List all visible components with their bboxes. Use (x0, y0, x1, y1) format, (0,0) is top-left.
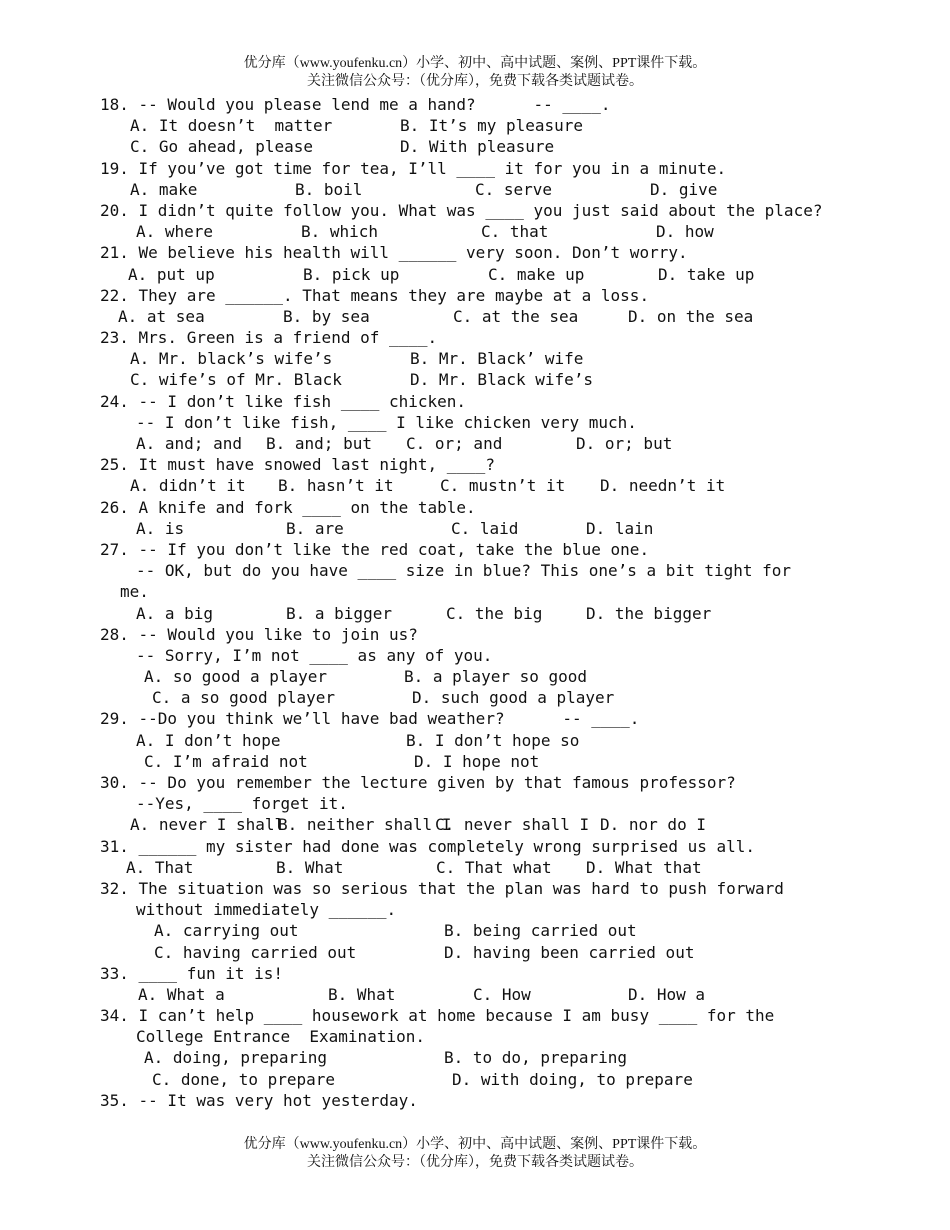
question-number: 35. (100, 1090, 139, 1110)
question-number: 27. (100, 539, 139, 559)
answer-option[interactable]: D. With pleasure (400, 137, 555, 157)
question-item (100, 285, 920, 327)
question-text: Mrs. Green is a friend of ____. (138, 328, 438, 348)
question-number: 21. (100, 243, 139, 263)
options-row (100, 518, 920, 539)
question-text: ____ fun it is! (138, 963, 284, 983)
answer-option[interactable]: B. are (286, 518, 344, 538)
question-number: 23. (100, 328, 139, 348)
answer-option[interactable]: D. having been carried out (444, 942, 695, 962)
question-number: 30. (100, 773, 139, 792)
answer-option[interactable]: C. serve (475, 179, 553, 199)
answer-option[interactable]: A. doing, preparing (144, 1048, 328, 1068)
question-stem (100, 497, 920, 518)
answer-option[interactable]: B. neither shall I (278, 815, 452, 835)
question-item (100, 878, 920, 963)
question-text: -- It was very hot yesterday. (138, 1090, 418, 1110)
question-stem (100, 772, 920, 793)
question-item (100, 391, 920, 455)
options-row (100, 751, 920, 772)
answer-option[interactable]: D. needn’t it (600, 476, 726, 496)
answer-option[interactable]: A. never I shall (130, 815, 285, 835)
answer-option[interactable]: D. with doing, to prepare (452, 1069, 693, 1089)
question-stem (100, 200, 920, 221)
answer-option[interactable]: A. didn’t it (130, 476, 246, 496)
question-text: -- If you don’t like the red coat, take the blue one. (138, 539, 650, 559)
answer-option[interactable]: D. on the sea (628, 306, 754, 326)
question-item (100, 327, 920, 391)
question-text: The situation was so serious that the plan was hard to push forward (138, 878, 784, 898)
answer-option[interactable]: B. which (301, 222, 379, 242)
answer-option[interactable]: C. mustn’t it (440, 476, 566, 496)
answer-option[interactable]: A. a big (136, 603, 214, 623)
answer-option[interactable]: C. make up (488, 264, 585, 284)
question-stem-continued (100, 1026, 920, 1047)
answer-option[interactable]: A. make (130, 179, 198, 199)
options-row (100, 814, 920, 835)
question-text: --Do you think we’ll have bad weather? -- ____. (138, 709, 640, 729)
page-header (0, 55, 950, 91)
header-line-1: 优分库（www.youfenku.cn）小学、初中、高中试题、案例、PPT课件下载。 (243, 56, 707, 71)
question-text: ______ my sister had done was completely wrong surprised us all. (138, 836, 756, 856)
page-footer (0, 1136, 950, 1172)
answer-option[interactable]: C. never shall I (435, 815, 590, 835)
options-row (100, 730, 920, 751)
answer-option[interactable]: C. that (481, 222, 549, 242)
question-text: me. (120, 582, 149, 602)
answer-option[interactable]: A. where (136, 222, 214, 242)
options-row (100, 348, 920, 369)
question-number: 28. (100, 624, 139, 644)
answer-option[interactable]: A. That (126, 857, 194, 877)
options-row (100, 115, 920, 136)
question-stem-continued (100, 793, 920, 814)
question-stem-continued (100, 899, 920, 920)
question-text: -- OK, but do you have ____ size in blue? This one’s a bit tight for (136, 561, 792, 581)
question-text: A knife and fork ____ on the table. (138, 497, 476, 517)
answer-option[interactable]: B. I don’t hope so (406, 730, 580, 750)
question-number: 19. (100, 158, 139, 178)
question-stem (100, 1090, 920, 1111)
answer-option[interactable]: A. so good a player (144, 667, 328, 687)
question-number: 29. (100, 709, 139, 729)
question-item (100, 963, 920, 1005)
question-item (100, 158, 920, 200)
question-item (100, 454, 920, 496)
answer-option[interactable]: A. and; and (136, 434, 242, 453)
answer-option[interactable]: B. a bigger (286, 603, 392, 623)
answer-option[interactable]: B. by sea (283, 306, 370, 326)
answer-option[interactable]: B. being carried out (444, 921, 637, 941)
options-row (100, 920, 920, 941)
options-row (100, 369, 920, 390)
header-line-2: 关注微信公众号：（优分库），免费下载各类试题试卷。 (307, 74, 643, 89)
answer-option[interactable]: D. take up (658, 264, 755, 284)
answer-option[interactable]: B. and; but (266, 434, 372, 453)
question-text: If you’ve got time for tea, I’ll ____ it for you in a minute. (138, 158, 727, 178)
question-text: It must have snowed last night, ____? (138, 455, 495, 475)
question-item (100, 539, 920, 624)
answer-option[interactable]: A. Mr. black’s wife’s (130, 349, 333, 369)
question-stem (100, 539, 920, 560)
answer-option[interactable]: C. having carried out (154, 942, 357, 962)
answer-option[interactable]: D. Mr. Black wife’s (410, 370, 594, 390)
footer-line-2: 关注微信公众号：（优分库），免费下载各类试题试卷。 (307, 1155, 643, 1170)
answer-option[interactable]: D. give (650, 179, 718, 199)
answer-option[interactable]: C. How (473, 984, 531, 1004)
question-stem (100, 94, 920, 115)
question-stem-continued (100, 560, 920, 581)
question-item (100, 1005, 920, 1090)
question-item (100, 94, 920, 158)
footer-line-1: 优分库（www.youfenku.cn）小学、初中、高中试题、案例、PPT课件下载。 (243, 1137, 707, 1152)
answer-option[interactable]: B. It’s my pleasure (400, 116, 584, 136)
question-stem (100, 963, 920, 984)
question-text: We believe his health will ______ very soon. Don’t worry. (138, 243, 688, 263)
question-stem (100, 624, 920, 645)
answer-option[interactable]: B. pick up (303, 264, 400, 284)
question-text: -- Would you please lend me a hand? -- ____. (138, 95, 611, 114)
question-stem (100, 158, 920, 179)
answer-option[interactable]: B. What (328, 984, 396, 1004)
options-row (100, 306, 920, 327)
question-number: 31. (100, 836, 139, 856)
options-row (100, 1069, 920, 1090)
answer-option[interactable]: C. That what (436, 857, 552, 877)
answer-option[interactable]: D. How a (628, 984, 706, 1004)
question-text: I didn’t quite follow you. What was ____ you just said about the place? (138, 200, 823, 220)
question-stem-continued (100, 581, 920, 602)
options-row (100, 984, 920, 1005)
answer-option[interactable]: D. the bigger (586, 603, 712, 623)
question-item (100, 242, 920, 284)
answer-option[interactable]: D. how (656, 222, 714, 242)
answer-option[interactable]: D. nor do I (600, 815, 706, 835)
question-number: 32. (100, 878, 139, 898)
answer-option[interactable]: C. a so good player (152, 688, 336, 708)
answer-option[interactable]: B. Mr. Black’ wife (410, 349, 584, 369)
question-item (100, 497, 920, 539)
answer-option[interactable]: A. carrying out (154, 921, 299, 941)
question-number: 33. (100, 963, 139, 983)
question-item (100, 200, 920, 242)
question-item (100, 836, 920, 878)
question-text: -- I don’t like fish ____ chicken. (138, 391, 467, 411)
answer-option[interactable]: A. What a (138, 984, 225, 1004)
options-row (100, 666, 920, 687)
answer-option[interactable]: D. such good a player (412, 688, 615, 708)
question-text: They are ______. That means they are maybe at a loss. (138, 285, 650, 305)
question-text: without immediately ______. (136, 900, 397, 920)
question-number: 22. (100, 285, 139, 305)
answer-option[interactable]: C. at the sea (453, 306, 579, 326)
answer-option[interactable]: C. Go ahead, please (130, 137, 314, 157)
question-text: College Entrance Examination. (136, 1027, 425, 1047)
question-stem (100, 454, 920, 475)
question-number: 24. (100, 391, 139, 411)
answer-option[interactable]: D. What that (586, 857, 702, 877)
options-row (100, 603, 920, 624)
answer-option[interactable]: B. boil (295, 179, 363, 199)
question-stem-continued (100, 645, 920, 666)
question-number: 25. (100, 455, 139, 475)
question-stem (100, 1005, 920, 1026)
answer-option[interactable]: B. a player so good (404, 667, 588, 687)
answer-option[interactable]: A. put up (128, 264, 215, 284)
question-text: -- I don’t like fish, ____ I like chicken very much. (136, 412, 637, 432)
options-row (100, 136, 920, 157)
answer-option[interactable]: A. I don’t hope (136, 730, 281, 750)
options-row (100, 475, 920, 496)
question-item (100, 1090, 920, 1111)
options-row (100, 857, 920, 878)
question-stem (100, 327, 920, 348)
options-row (100, 221, 920, 242)
question-number: 20. (100, 200, 139, 220)
question-stem (100, 708, 920, 729)
options-row (100, 264, 920, 285)
question-stem-continued (100, 412, 920, 433)
options-row (100, 942, 920, 963)
options-row (100, 1047, 920, 1068)
question-text: -- Sorry, I’m not ____ as any of you. (136, 645, 493, 665)
answer-option[interactable]: B. hasn’t it (278, 476, 394, 496)
answer-option[interactable]: C. wife’s of Mr. Black (130, 370, 342, 390)
answer-option[interactable]: C. the big (446, 603, 543, 623)
answer-option[interactable]: B. What (276, 857, 344, 877)
answer-option[interactable]: B. to do, preparing (444, 1048, 628, 1068)
options-row (100, 687, 920, 708)
question-number: 34. (100, 1006, 139, 1026)
question-number: 18. (100, 95, 139, 114)
answer-option[interactable]: C. or; and (406, 434, 503, 453)
answer-option[interactable]: A. It doesn’t matter (130, 116, 333, 136)
question-item (100, 708, 920, 772)
question-number: 26. (100, 497, 139, 517)
question-stem (100, 878, 920, 899)
question-list (100, 94, 920, 1111)
question-stem (100, 285, 920, 306)
question-text: -- Do you remember the lecture given by that famous professor? (138, 773, 736, 792)
answer-option[interactable]: D. or; but (576, 434, 673, 453)
answer-option[interactable]: D. I hope not (414, 751, 540, 771)
question-text: --Yes, ____ forget it. (136, 794, 348, 814)
answer-option[interactable]: C. done, to prepare (152, 1069, 336, 1089)
options-row (100, 433, 920, 454)
question-stem (100, 836, 920, 857)
question-item (100, 772, 920, 836)
answer-option[interactable]: C. I’m afraid not (144, 751, 308, 771)
answer-option[interactable]: A. is (136, 518, 185, 538)
answer-option[interactable]: C. laid (451, 518, 519, 538)
question-stem (100, 242, 920, 263)
question-item (100, 624, 920, 709)
question-text: -- Would you like to join us? (138, 624, 418, 644)
answer-option[interactable]: A. at sea (118, 306, 205, 326)
question-text: I can’t help ____ housework at home because I am busy ____ for the (138, 1006, 775, 1026)
answer-option[interactable]: D. lain (586, 518, 654, 538)
question-stem (100, 391, 920, 412)
options-row (100, 179, 920, 200)
